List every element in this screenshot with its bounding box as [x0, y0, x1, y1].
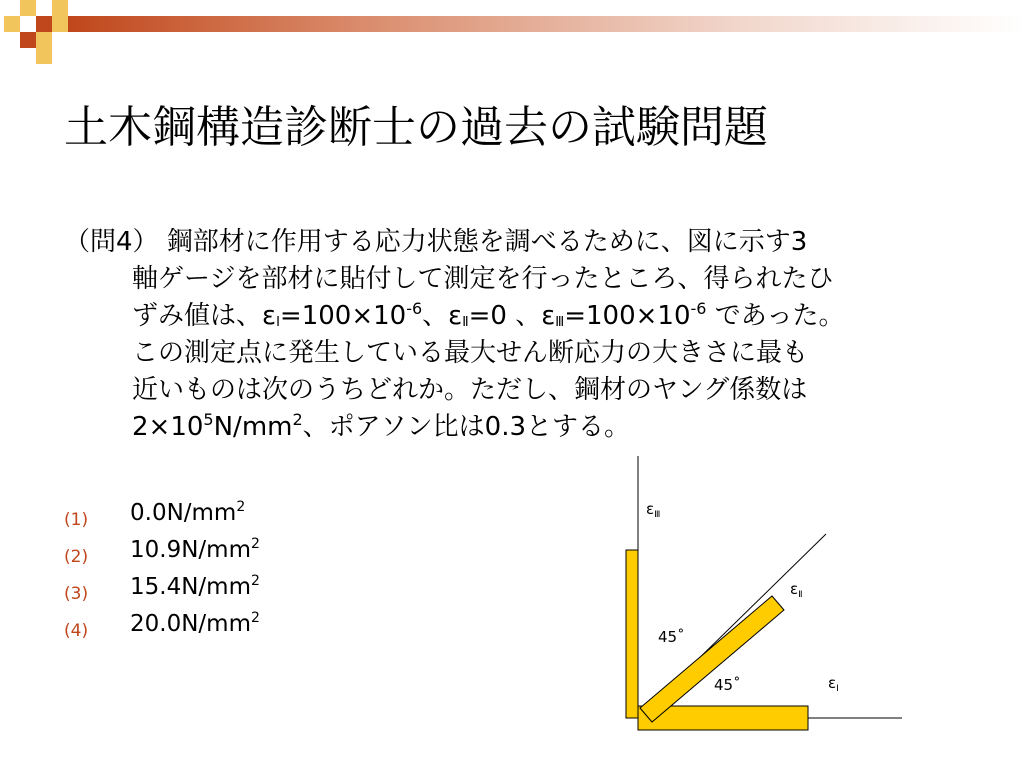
gauge-strip-e3 [626, 550, 638, 718]
strain-subscript-2: Ⅱ [462, 315, 469, 330]
exponent: -6 [406, 299, 423, 318]
header-square-decoration [52, 0, 68, 16]
header-square-decoration [36, 48, 52, 64]
answer-option[interactable] [64, 500, 464, 537]
strain-text: =100×10 [279, 301, 407, 331]
option-value-text: 10.9N/mm [130, 537, 251, 563]
option-value-text: 15.4N/mm [130, 574, 251, 600]
exponent: 2 [292, 410, 303, 429]
header-square-decoration [20, 32, 36, 48]
slide-title: 土木鋼構造診断士の過去の試験問題 [64, 102, 768, 153]
modulus-text: N/mm [213, 412, 293, 442]
answer-option[interactable] [64, 574, 464, 611]
problem-line-4: この測定点に発生している最大せん断応力の大きさに最も [132, 338, 809, 368]
strain-text: =100×10 [564, 301, 691, 331]
angle-label-lower: 45˚ [714, 676, 741, 694]
angle-label-upper: 45˚ [658, 628, 685, 646]
header-square-decoration [36, 0, 52, 16]
option-exponent: 2 [250, 610, 260, 626]
option-value [130, 611, 260, 637]
option-number: (1) [64, 510, 89, 530]
problem-line-3 [64, 298, 1014, 335]
option-number: (3) [64, 584, 89, 604]
modulus-text: 2×10 [132, 412, 204, 442]
option-value-text: 20.0N/mm [130, 611, 251, 637]
problem-line-2: 軸ゲージを部材に貼付して測定を行ったところ、得られたひ [132, 264, 834, 294]
answer-options [64, 500, 464, 648]
header-square-decoration [4, 16, 20, 32]
strain-text: であった。 [706, 301, 845, 331]
option-number: (4) [64, 621, 89, 641]
label-epsilon-1: $\varepsilon_Ⅰ$ [828, 674, 839, 694]
header-square-decoration [36, 16, 52, 32]
option-exponent: 2 [236, 499, 246, 515]
header-square-decoration [20, 0, 36, 16]
answer-option[interactable] [64, 611, 464, 648]
problem-line-1: （問4） 鋼部材に作用する応力状態を調べるために、図に示す3 [64, 227, 808, 257]
option-value-text: 0.0N/mm [130, 500, 237, 526]
option-exponent: 2 [250, 573, 260, 589]
strain-text: =0 、ε [468, 301, 556, 331]
option-value [130, 500, 245, 526]
strain-text: ずみ値は、ε [132, 301, 277, 331]
label-epsilon-3: $\varepsilon_Ⅲ$ [646, 500, 661, 520]
strain-subscript-3: Ⅲ [555, 315, 565, 330]
gauge-strip-e2 [640, 596, 784, 722]
header-square-decoration [36, 32, 52, 48]
problem-line-6 [64, 409, 1014, 446]
label-epsilon-2: $\varepsilon_Ⅱ$ [790, 580, 803, 600]
exponent: 5 [203, 410, 214, 429]
header-gradient-band [68, 16, 1024, 32]
modulus-text: 、ポアソン比は0.3とする。 [302, 412, 631, 442]
option-value [130, 574, 260, 600]
problem-statement [64, 224, 1014, 446]
header-square-decoration [52, 16, 68, 32]
problem-line-5: 近いものは次のうちどれか。ただし、鋼材のヤング係数は [132, 375, 808, 405]
option-number: (2) [64, 547, 89, 567]
strain-text: 、ε [422, 301, 463, 331]
option-exponent: 2 [250, 536, 260, 552]
answer-option[interactable] [64, 537, 464, 574]
exponent: -6 [690, 299, 707, 318]
strain-gauge-rosette-diagram [600, 450, 920, 750]
strain-subscript-1: Ⅰ [276, 315, 280, 330]
option-value [130, 537, 260, 563]
